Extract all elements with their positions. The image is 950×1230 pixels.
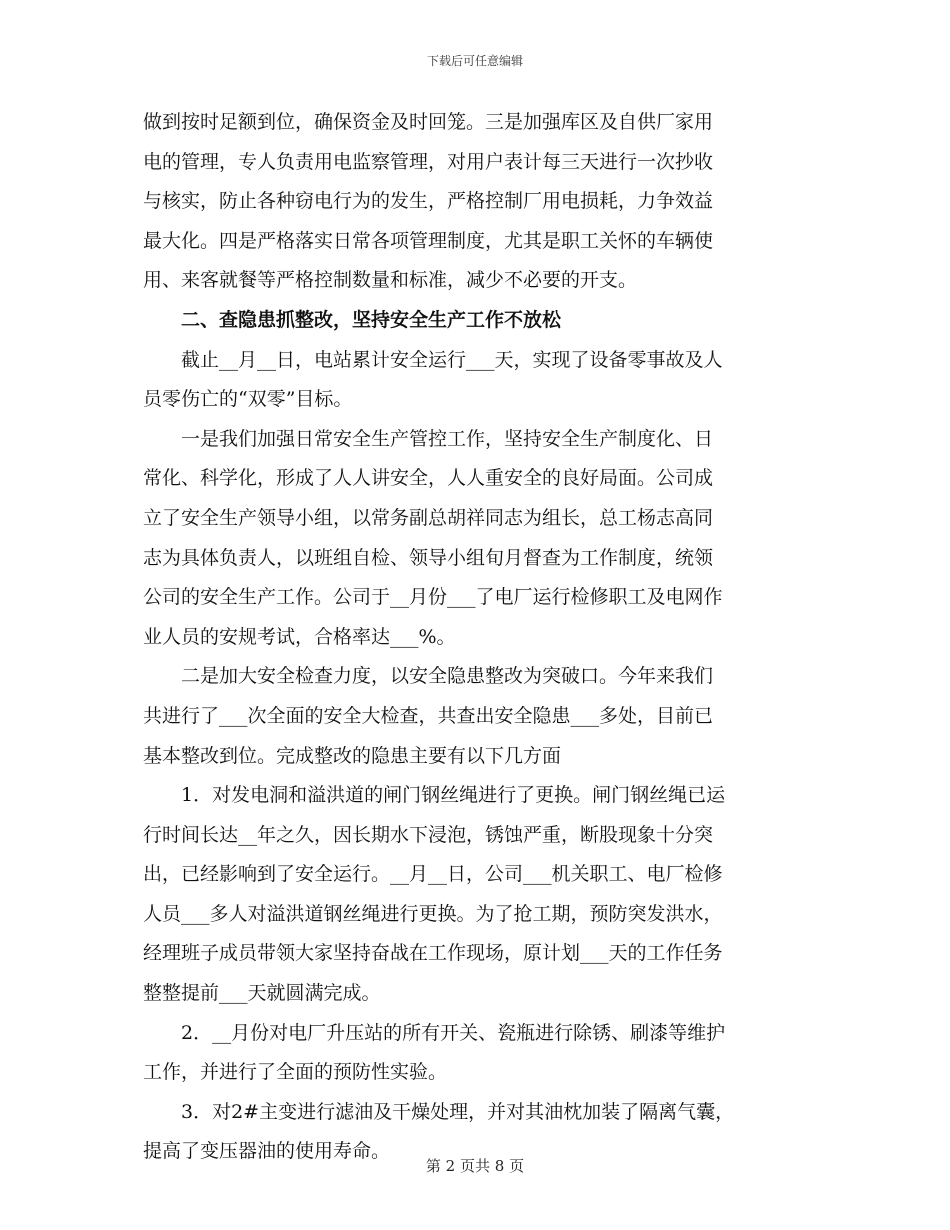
- text-line: 提高了变压器油的使用寿命。: [143, 1140, 391, 1163]
- section-heading: 二、查隐患抓整改，坚持安全生产工作不放松: [143, 308, 562, 331]
- text-line: 做到按时足额到位，确保资金及时回笼。三是加强库区及自供厂家用: [143, 111, 714, 133]
- text-line: 二是加大安全检查力度，以安全隐患整改为突破口。今年来我们: [143, 665, 714, 688]
- text-line: 与核实，防止各种窃电行为的发生，严格控制厂用电损耗，力争效益: [143, 190, 714, 213]
- text-line: 2．__月份对电厂升压站的所有开关、瓷瓶进行除锈、刷漆等维护: [143, 1021, 726, 1044]
- text-line: 经理班子成员带领大家坚持奋战在工作现场，原计划___天的工作任务: [143, 942, 723, 965]
- text-line: 行时间长达__年之久，因长期水下浸泡，锈蚀严重，断股现象十分突: [143, 823, 714, 846]
- page-footer: 第 2 页共 8 页: [425, 1157, 525, 1175]
- text-line: 整整提前___天就圆满完成。: [143, 982, 381, 1005]
- text-line: 志为具体负责人，以班组自检、领导小组旬月督查为工作制度，统领: [143, 546, 714, 569]
- text-line: 共进行了___次全面的安全大检查，共查出安全隐患___多处，目前已: [143, 704, 714, 727]
- text-line: 业人员的安规考试，合格率达___%。: [143, 625, 456, 648]
- text-line: 出，已经影响到了安全运行。__月__日，公司___机关职工、电厂检修: [143, 863, 723, 886]
- text-line: 1．对发电洞和溢洪道的闸门钢丝绳进行了更换。闸门钢丝绳已运: [143, 784, 726, 807]
- text-line: 工作，并进行了全面的预防性实验。: [143, 1061, 448, 1084]
- text-line: 3．对2#主变进行滤油及干燥处理，并对其油枕加装了隔离气囊，: [143, 1100, 735, 1123]
- text-line: 电的管理，专人负责用电监察管理，对用户表计每三天进行一次抄收: [143, 150, 714, 173]
- text-line: 基本整改到位。完成整改的隐患主要有以下几方面: [143, 744, 562, 767]
- text-line: 常化、科学化，形成了人人讲安全，人人重安全的良好局面。公司成: [143, 467, 714, 490]
- text-line: 最大化。四是严格落实日常各项管理制度，尤其是职工关怀的车辆使: [143, 229, 714, 252]
- text-line: 用、来客就餐等严格控制数量和标准，减少不必要的开支。: [143, 269, 638, 292]
- text-line: 公司的安全生产工作。公司于__月份___了电厂运行检修职工及电网作: [143, 586, 723, 609]
- document-body: [143, 103, 813, 1172]
- page-header: 下载后可任意编辑: [426, 54, 523, 68]
- text-line: 员零伤亡的“双零”目标。: [143, 388, 353, 411]
- text-line: 一是我们加强日常安全生产管控工作，坚持安全生产制度化、日: [143, 427, 714, 450]
- text-line: 立了安全生产领导小组，以常务副总胡祥同志为组长，总工杨志高同: [143, 506, 714, 529]
- text-line: 人员___多人对溢洪道钢丝绳进行更换。为了抢工期，预防突发洪水，: [143, 902, 723, 925]
- text-line: 截止__月__日，电站累计安全运行___天，实现了设备零事故及人: [143, 348, 723, 371]
